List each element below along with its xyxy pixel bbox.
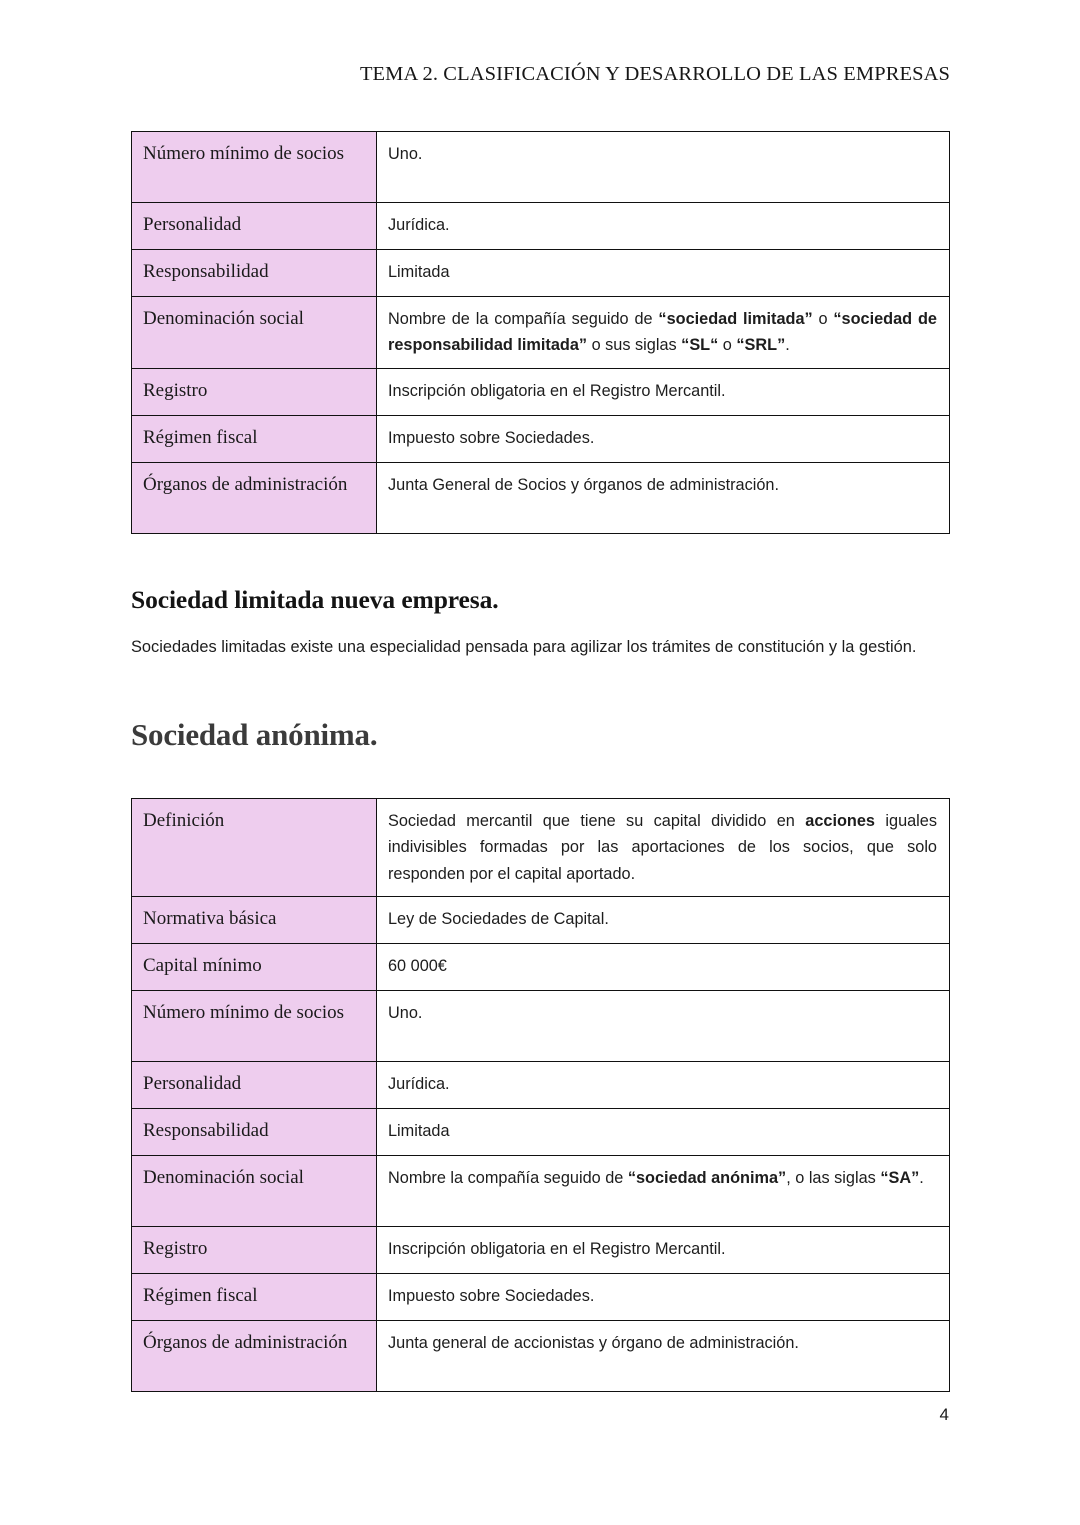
- row-label: Responsabilidad: [132, 250, 377, 297]
- table-row: [132, 991, 950, 1062]
- value-text-mid: o sus siglas: [587, 336, 682, 355]
- row-value: [377, 1156, 950, 1227]
- row-value: Uno.: [377, 991, 950, 1062]
- table-row: [132, 250, 950, 297]
- row-label: Número mínimo de socios: [132, 991, 377, 1062]
- row-label: Denominación social: [132, 297, 377, 369]
- row-value: Junta general de accionistas y órgano de administración.: [377, 1321, 950, 1392]
- value-text-bold: “SA”: [880, 1169, 920, 1188]
- table-row: [132, 1274, 950, 1321]
- value-text-bold: acciones: [805, 812, 875, 830]
- row-value: Impuesto sobre Sociedades.: [377, 1274, 950, 1321]
- page-number: 4: [939, 1405, 949, 1424]
- sociedad-limitada-table: [131, 131, 950, 534]
- value-text-lead: Sociedad mercantil que tiene su capital dividido en: [388, 812, 806, 830]
- value-text-bold: “SRL”: [736, 336, 786, 355]
- row-value: Junta General de Socios y órganos de administración.: [377, 462, 950, 533]
- table-row: [132, 462, 950, 533]
- row-value: 60 000€: [377, 944, 950, 991]
- row-value: [377, 799, 950, 897]
- row-label: Responsabilidad: [132, 1109, 377, 1156]
- row-label: Personalidad: [132, 1062, 377, 1109]
- row-label: Régimen fiscal: [132, 415, 377, 462]
- row-label: Registro: [132, 368, 377, 415]
- row-label: Órganos de administración: [132, 1321, 377, 1392]
- table-row: [132, 944, 950, 991]
- table-row: [132, 297, 950, 369]
- row-value: Limitada: [377, 250, 950, 297]
- row-label: Registro: [132, 1227, 377, 1274]
- row-label: Capital mínimo: [132, 944, 377, 991]
- table-row: [132, 1227, 950, 1274]
- sociedad-anonima-table: [131, 798, 950, 1392]
- heading-sociedad-limitada-nueva-empresa: Sociedad limitada nueva empresa.: [131, 585, 499, 614]
- row-label: Denominación social: [132, 1156, 377, 1227]
- row-value: Limitada: [377, 1109, 950, 1156]
- table-row: [132, 799, 950, 897]
- value-text-mid: , o las siglas: [786, 1169, 881, 1188]
- value-text-bold: “sociedad de responsabilidad limitada”: [388, 310, 937, 355]
- table-row: [132, 1156, 950, 1227]
- table-row: [132, 203, 950, 250]
- table-row: [132, 415, 950, 462]
- row-value: Uno.: [377, 132, 950, 203]
- row-label: Definición: [132, 799, 377, 897]
- heading-sociedad-anonima: Sociedad anónima.: [131, 717, 378, 752]
- value-text-tail: .: [785, 336, 790, 355]
- row-value: Impuesto sobre Sociedades.: [377, 415, 950, 462]
- row-label: Número mínimo de socios: [132, 132, 377, 203]
- table-row: [132, 1321, 950, 1392]
- running-header: TEMA 2. CLASIFICACIÓN Y DESARROLLO DE LAS EMPRESAS: [359, 63, 950, 85]
- table-row: [132, 897, 950, 944]
- table-row: [132, 1062, 950, 1109]
- row-value: Inscripción obligatoria en el Registro Mercantil.: [377, 368, 950, 415]
- row-label: Órganos de administración: [132, 462, 377, 533]
- table-row: [132, 132, 950, 203]
- row-label: Personalidad: [132, 203, 377, 250]
- value-text-bold: “sociedad limitada”: [658, 310, 813, 328]
- value-text-lead: Nombre de la compañía seguido de: [388, 310, 659, 328]
- value-text-mid: o: [812, 310, 834, 328]
- value-text-lead: Nombre la compañía seguido de: [388, 1169, 628, 1188]
- row-label: Normativa básica: [132, 897, 377, 944]
- row-value: [377, 297, 950, 369]
- table-row: [132, 368, 950, 415]
- row-value: Jurídica.: [377, 1062, 950, 1109]
- value-text-bold: “SL“: [681, 336, 719, 355]
- row-value: Ley de Sociedades de Capital.: [377, 897, 950, 944]
- table-row: [132, 1109, 950, 1156]
- value-text-mid: o: [718, 336, 737, 355]
- row-value: Jurídica.: [377, 203, 950, 250]
- value-text-tail: iguales indivisibles formadas por las aportaciones de los socios, que solo responden por el capital aportado.: [388, 812, 937, 883]
- row-value: Inscripción obligatoria en el Registro Mercantil.: [377, 1227, 950, 1274]
- row-label: Régimen fiscal: [132, 1274, 377, 1321]
- paragraph-sociedad-limitada-nueva-empresa: Sociedades limitadas existe una especialidad pensada para agilizar los trámites de constitución y la gestión.: [131, 638, 917, 656]
- value-text-tail: .: [919, 1169, 924, 1188]
- value-text-bold: “sociedad anónima”: [627, 1169, 787, 1188]
